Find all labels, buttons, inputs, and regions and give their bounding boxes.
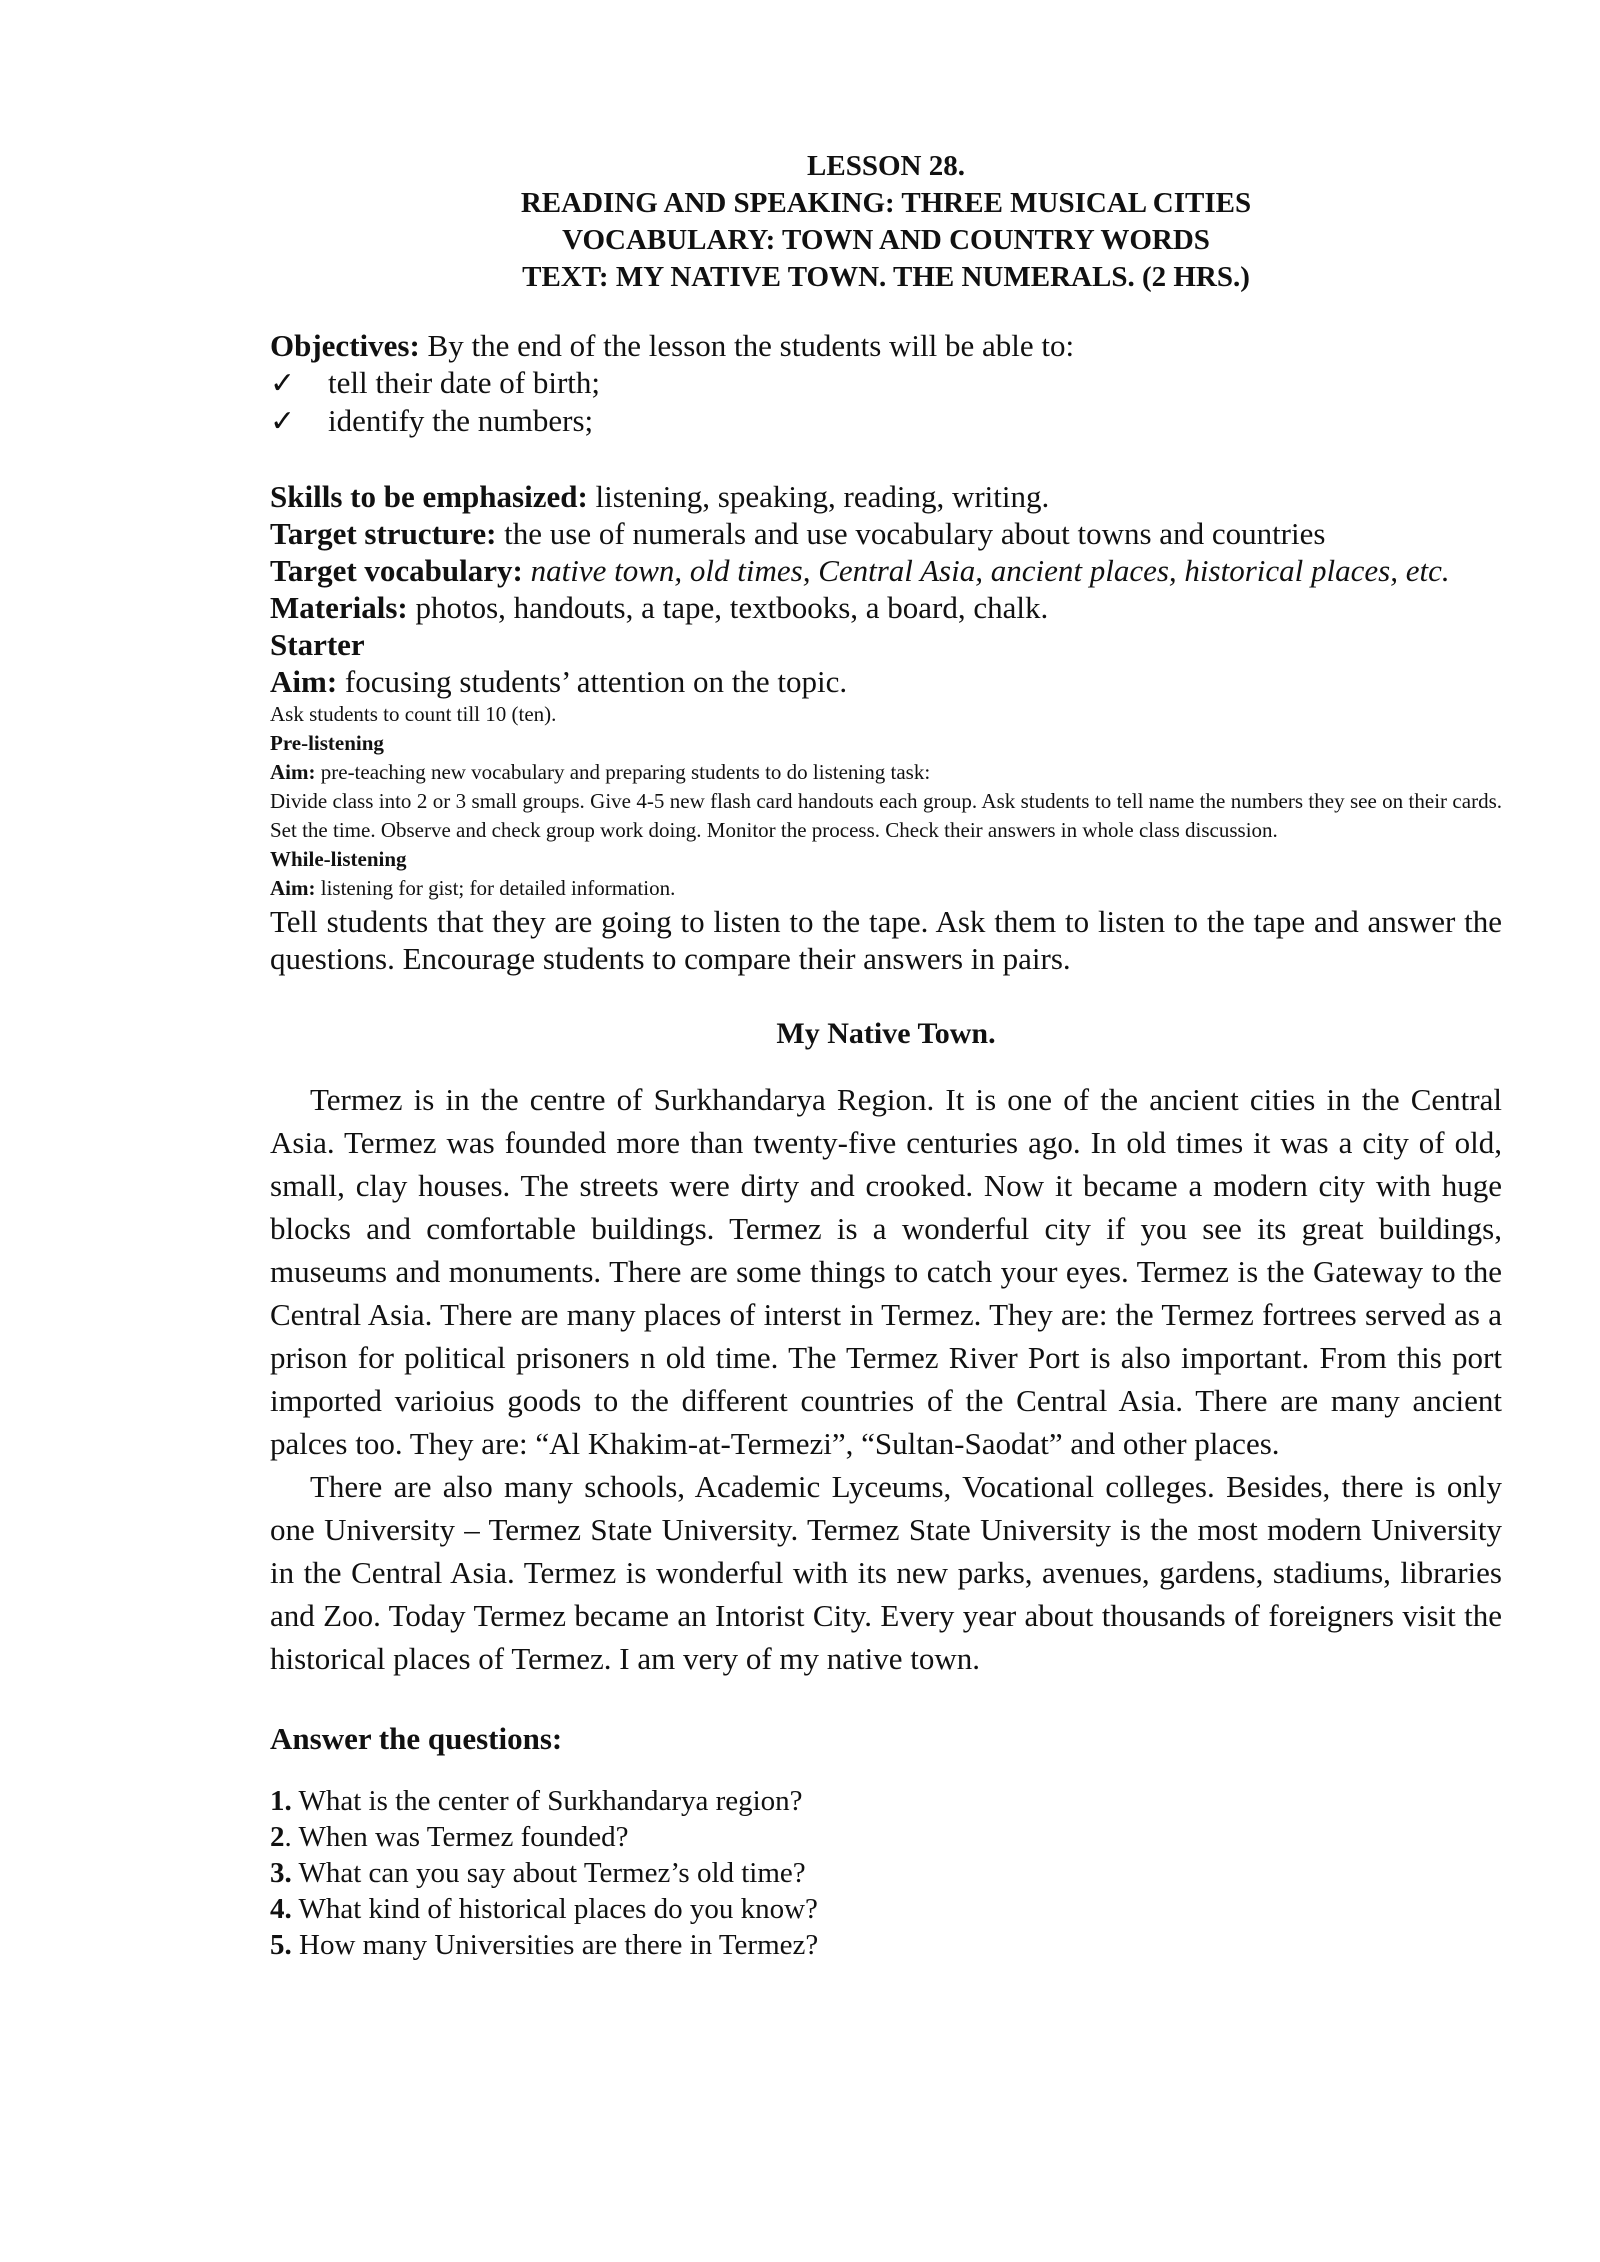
while-listening-aim bbox=[270, 874, 1502, 903]
questions-heading bbox=[270, 1720, 1502, 1757]
question-item bbox=[270, 1927, 1502, 1963]
questions-heading-text: Answer the questions: bbox=[270, 1721, 563, 1756]
target-structure-label: Target structure: bbox=[270, 516, 497, 551]
story-paragraph: There are also many schools, Academic Lyceums, Vocational colleges. Besides, there is only one University – Termez State University. Termez State University is the most modern University in the Central Asia. Termez is wonderful with its new parks, avenues, gardens, stadiums, libraries and Zoo. Today Termez became an Intorist City. Every year about thousands of foreigners visit the historical places of Termez. I am very of my native town. bbox=[270, 1469, 1502, 1676]
pre-listening-instruction: Divide class into 2 or 3 small groups. Give 4-5 new flash card handouts each group. Ask students to tell name the numbers they see on their cards. Set the time. Observe and check group work doing. Monitor the process. Check their answers in whole class discussion. bbox=[270, 789, 1502, 842]
question-text: What is the center of Surkhandarya region? bbox=[291, 1785, 803, 1817]
spacer bbox=[270, 1757, 1502, 1783]
target-structure-line bbox=[270, 515, 1502, 552]
objective-item-text: tell their date of birth; bbox=[328, 365, 601, 400]
aim-text: pre-teaching new vocabulary and preparing students to do listening task: bbox=[315, 760, 931, 784]
while-listening-heading bbox=[270, 845, 1502, 874]
spacer bbox=[270, 977, 1502, 1015]
lesson-topic-text: TEXT: MY NATIVE TOWN. THE NUMERALS. (2 HRS.) bbox=[522, 261, 1250, 293]
lesson-number: LESSON 28. bbox=[807, 150, 965, 182]
objective-item bbox=[270, 402, 1502, 440]
story-body bbox=[270, 1078, 1502, 1680]
question-item bbox=[270, 1783, 1502, 1819]
starter-heading-text: Starter bbox=[270, 627, 365, 662]
spacer bbox=[270, 1052, 1502, 1078]
while-listening-heading-text: While-listening bbox=[270, 847, 407, 871]
question-text: What kind of historical places do you know? bbox=[291, 1893, 818, 1925]
spacer bbox=[270, 296, 1502, 327]
lesson-page bbox=[270, 148, 1502, 1963]
target-structure-text: the use of numerals and use vocabulary about towns and countries bbox=[496, 516, 1326, 551]
skills-line bbox=[270, 478, 1502, 515]
spacer bbox=[270, 440, 1502, 478]
objectives-line bbox=[270, 327, 1502, 364]
skills-label: Skills to be emphasized: bbox=[270, 479, 588, 514]
question-number: 4. bbox=[270, 1893, 292, 1925]
target-vocabulary-text: native town, old times, Central Asia, ancient places, historical places, etc. bbox=[522, 553, 1450, 588]
target-vocabulary-label: Target vocabulary: bbox=[270, 553, 523, 588]
starter-heading bbox=[270, 626, 1502, 663]
question-number: 5. bbox=[270, 1929, 292, 1961]
question-text: How many Universities are there in Termez? bbox=[291, 1929, 819, 1961]
pre-listening-heading bbox=[270, 729, 1502, 758]
question-text: What can you say about Termez’s old time? bbox=[291, 1857, 806, 1889]
question-text: . When was Termez founded? bbox=[284, 1821, 629, 1853]
spacer bbox=[270, 1680, 1502, 1720]
aim-text: listening for gist; for detailed information. bbox=[315, 876, 676, 900]
materials-label: Materials: bbox=[270, 590, 408, 625]
lesson-topic-vocabulary: VOCABULARY: TOWN AND COUNTRY WORDS bbox=[562, 224, 1210, 256]
lesson-header bbox=[270, 148, 1502, 296]
aim-label: Aim: bbox=[270, 664, 338, 699]
pre-listening-aim bbox=[270, 758, 1502, 787]
objectives-label: Objectives: bbox=[270, 328, 420, 363]
question-number: 1. bbox=[270, 1785, 292, 1817]
question-item bbox=[270, 1855, 1502, 1891]
objective-item bbox=[270, 364, 1502, 402]
objective-item-text: identify the numbers; bbox=[328, 403, 594, 438]
checkmark-icon: ✓ bbox=[270, 367, 296, 400]
story-paragraph: Termez is in the centre of Surkhandarya Region. It is one of the ancient cities in the Central Asia. Termez was founded more than twenty-five centuries ago. In old times it was a city of old, small, clay houses. The streets were dirty and crooked. Now it became a modern city with huge blocks and comfortable buildings. Termez is a wonderful city if you see its great buildings, museums and monuments. There are some things to catch your eyes. Termez is the Gateway to the Central Asia. There are many places of interst in Termez. They are: the Termez fortrees served as a prison for political prisoners n old time. The Termez River Port is also important. From this port imported varioius goods to the different countries of the Central Asia. There are many ancient palces too. They are: “Al Khakim-at-Termezi”, “Sultan-Saodat” and other places. bbox=[270, 1082, 1502, 1461]
checkmark-icon: ✓ bbox=[270, 405, 296, 438]
starter-aim bbox=[270, 663, 1502, 700]
question-item bbox=[270, 1819, 1502, 1855]
materials-text: photos, handouts, a tape, textbooks, a board, chalk. bbox=[407, 590, 1049, 625]
while-listening-instruction: Tell students that they are going to listen to the tape. Ask them to listen to the tape and answer the questions. Encourage students to compare their answers in pairs. bbox=[270, 904, 1502, 976]
aim-label: Aim: bbox=[270, 760, 316, 784]
target-vocabulary-line bbox=[270, 552, 1502, 589]
question-number: 2 bbox=[270, 1821, 285, 1853]
starter-instruction: Ask students to count till 10 (ten). bbox=[270, 702, 557, 726]
aim-label: Aim: bbox=[270, 876, 316, 900]
skills-text: listening, speaking, reading, writing. bbox=[587, 479, 1050, 514]
question-number: 3. bbox=[270, 1857, 292, 1889]
materials-line bbox=[270, 589, 1502, 626]
story-title: My Native Town. bbox=[776, 1017, 996, 1050]
aim-text: focusing students’ attention on the topic. bbox=[337, 664, 848, 699]
question-item bbox=[270, 1891, 1502, 1927]
objectives-text: By the end of the lesson the students will be able to: bbox=[419, 328, 1075, 363]
pre-listening-heading-text: Pre-listening bbox=[270, 731, 384, 755]
lesson-topic-reading: READING AND SPEAKING: THREE MUSICAL CITIES bbox=[520, 187, 1252, 219]
